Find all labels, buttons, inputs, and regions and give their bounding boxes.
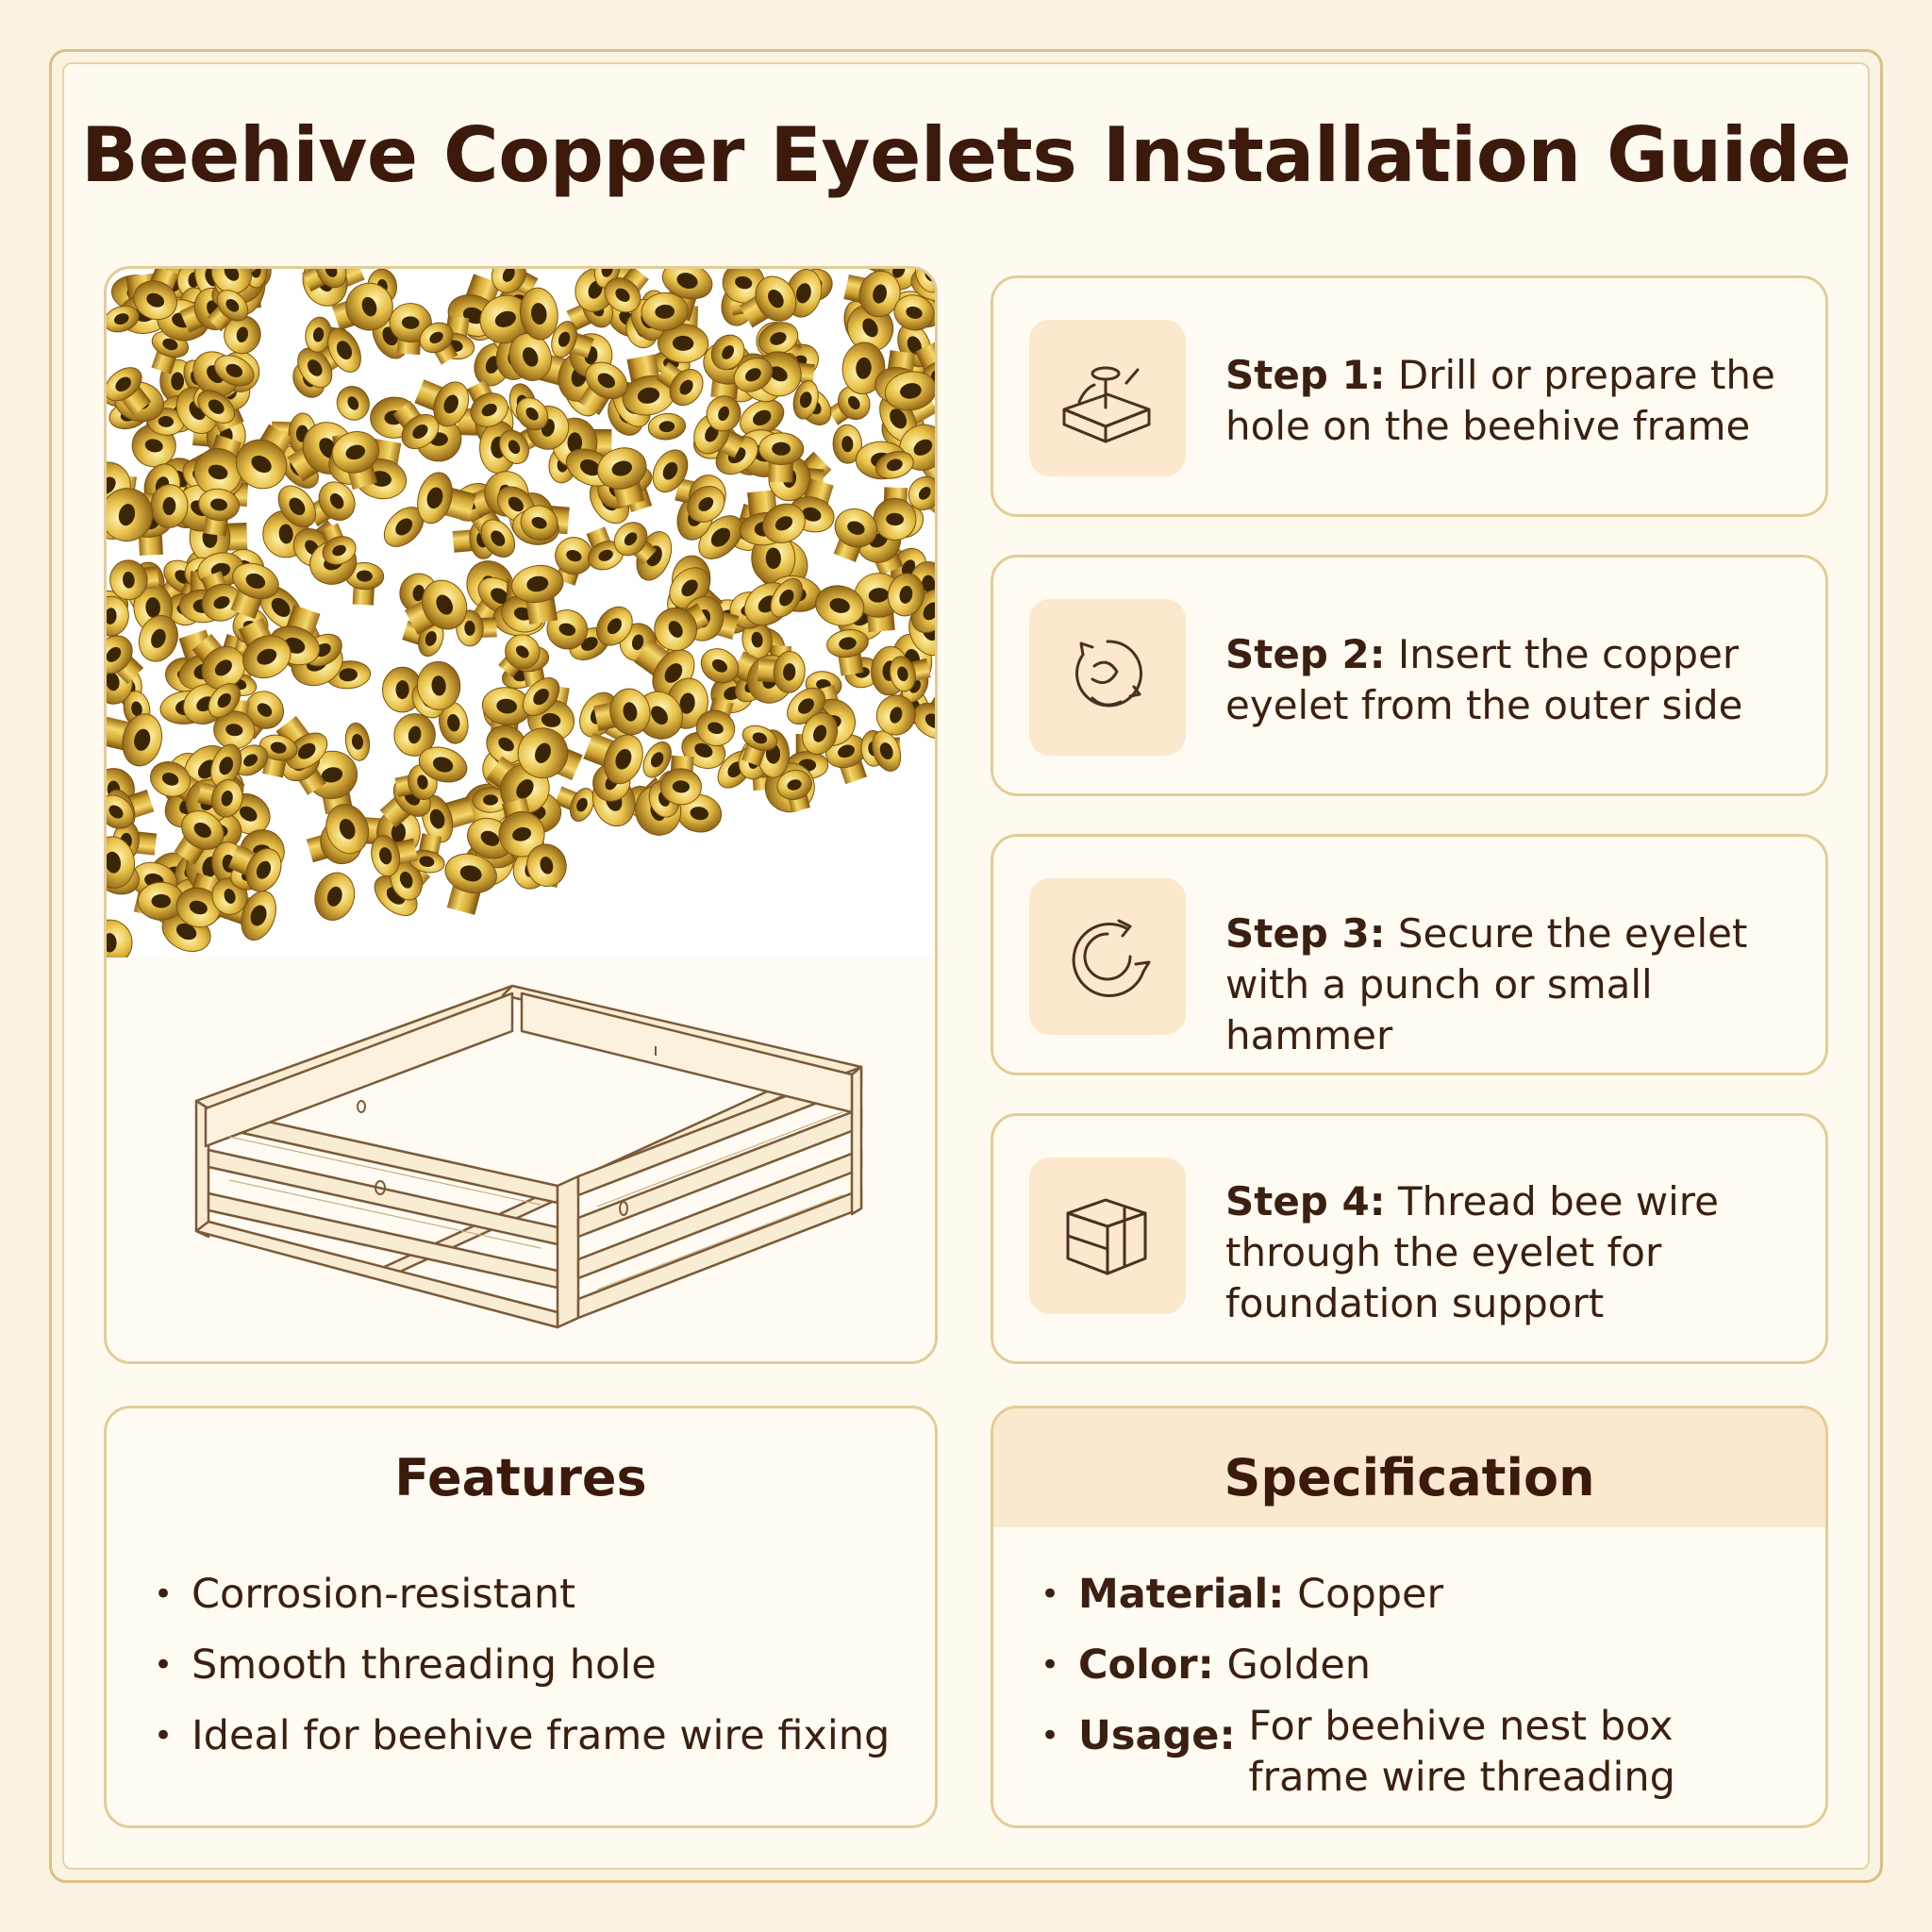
eyelets-photo bbox=[107, 269, 938, 958]
step-1-label: Step 1: bbox=[1225, 352, 1386, 398]
feature-item: • Corrosion-resistant bbox=[154, 1559, 890, 1630]
features-title: Features bbox=[394, 1448, 647, 1507]
feature-item: • Ideal for beehive frame wire fixing bbox=[154, 1701, 890, 1772]
step-3-icon-box bbox=[1029, 878, 1186, 1035]
product-image-card bbox=[104, 266, 938, 1364]
specification-card bbox=[991, 1406, 1828, 1828]
step-3-description: Secure the eyelet with a punch or small hammer bbox=[1225, 910, 1748, 1058]
step-1-icon-box bbox=[1029, 320, 1186, 476]
spec-label: Material: bbox=[1078, 1571, 1285, 1618]
step-3-text bbox=[1225, 908, 1810, 1061]
spec-item-color bbox=[1041, 1630, 1682, 1701]
step-1-description: Drill or prepare the hole on the beehive frame bbox=[1225, 352, 1775, 449]
spec-value: Golden bbox=[1226, 1641, 1372, 1689]
step-4-description: Thread bee wire through the eyelet for foundation support bbox=[1225, 1178, 1719, 1326]
step-2-icon-box bbox=[1029, 599, 1186, 756]
step-3-card bbox=[991, 834, 1828, 1075]
features-list bbox=[154, 1559, 890, 1772]
spec-label: Usage: bbox=[1078, 1712, 1236, 1759]
drill-frame-icon bbox=[1051, 341, 1164, 455]
features-card bbox=[104, 1406, 938, 1828]
spec-value: Copper bbox=[1297, 1571, 1444, 1618]
insert-eyelet-icon bbox=[1051, 621, 1164, 734]
step-4-text bbox=[1225, 1176, 1810, 1329]
beehive-frame-illustration bbox=[107, 958, 938, 1364]
step-4-icon-box bbox=[1029, 1158, 1186, 1314]
page-title: Beehive Copper Eyelets Installation Guide bbox=[80, 111, 1852, 199]
spec-label: Color: bbox=[1078, 1641, 1214, 1689]
rotate-secure-icon bbox=[1051, 900, 1164, 1013]
step-2-description: Insert the copper eyelet from the outer side bbox=[1225, 631, 1743, 728]
step-4-card bbox=[991, 1113, 1828, 1364]
step-2-label: Step 2: bbox=[1225, 631, 1386, 677]
step-2-card bbox=[991, 555, 1828, 796]
step-3-label: Step 3: bbox=[1225, 910, 1386, 957]
spec-value: For beehive nest box frame wire threading bbox=[1248, 1703, 1675, 1801]
step-1-card bbox=[991, 275, 1828, 517]
step-1-text bbox=[1225, 350, 1810, 452]
specification-title: Specification bbox=[1224, 1448, 1595, 1507]
box-icon bbox=[1051, 1179, 1164, 1292]
specification-list bbox=[1041, 1559, 1682, 1803]
feature-item: • Smooth threading hole bbox=[154, 1630, 890, 1701]
step-4-label: Step 4: bbox=[1225, 1178, 1386, 1224]
spec-item-usage bbox=[1041, 1701, 1682, 1803]
step-2-text bbox=[1225, 629, 1810, 731]
spec-item-material bbox=[1041, 1559, 1682, 1630]
